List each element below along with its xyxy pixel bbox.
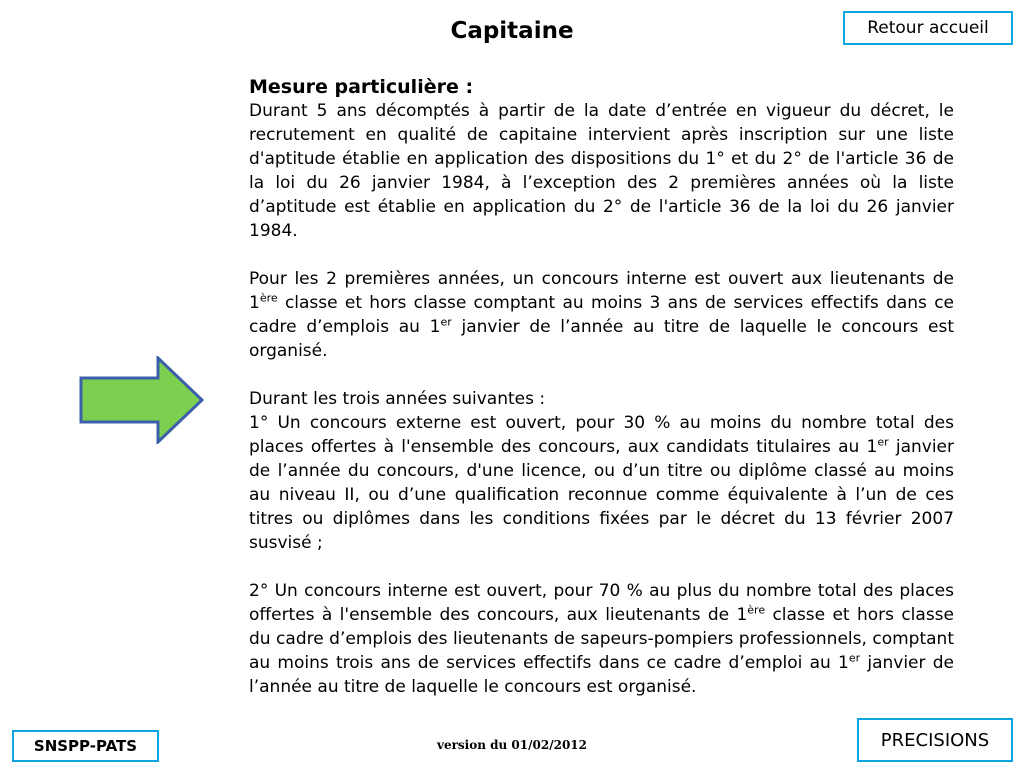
text-fragment: janvier de l’année au titre de laquelle le concours est organisé.: [249, 317, 954, 361]
text-fragment: janvier de l’année au titre de laquelle le concours est organisé.: [249, 653, 954, 697]
text-fragment: 1° Un concours externe est ouvert, pour 30 % au moins du nombre total des places offertes à l'ensemble des concours, aux candidats titulaires au 1: [249, 413, 954, 457]
page-title: Capitaine: [450, 18, 574, 44]
superscript: ère: [747, 603, 766, 617]
right-arrow-icon: [78, 356, 206, 444]
paragraph-concours-interne: [249, 579, 954, 699]
paragraph-concours-externe: [249, 411, 954, 555]
precisions-button[interactable]: PRECISIONS: [857, 718, 1013, 762]
superscript: er: [440, 315, 452, 329]
text-fragment: 2° Un concours interne est ouvert, pour 70 % au plus du nombre total des places offertes à l'ensemble des concours, aux lieutenants de 1: [249, 581, 954, 625]
superscript: er: [877, 435, 889, 449]
version-label: version du 01/02/2012: [436, 738, 587, 752]
text-fragment: janvier de l’année du concours, d'une licence, ou d’un titre ou diplôme classé au moins au niveau II, ou d’une qualification reconnue comme équivalente à l’un de ces titres ou diplômes dans les conditions fixées par le décret du 13 février 2007 susvisé ;: [249, 437, 954, 553]
superscript: ère: [259, 291, 278, 305]
section-heading: Mesure particulière :: [249, 76, 474, 98]
superscript: er: [848, 651, 861, 665]
paragraph-annees-suivantes: Durant les trois années suivantes :: [249, 389, 546, 409]
text-fragment: Pour les 2 premières années, un concours interne est ouvert aux lieutenants de 1: [249, 269, 954, 313]
paragraph-premieres-annees: [249, 267, 954, 363]
retour-accueil-button[interactable]: Retour accueil: [843, 11, 1013, 45]
main-content: [249, 75, 954, 699]
text-fragment: classe et hors classe du cadre d’emplois des lieutenants de sapeurs-pompiers professionnels, comptant au moins trois ans de services effectifs dans ce cadre d’emploi au 1: [249, 605, 954, 673]
snspp-pats-badge: SNSPP-PATS: [12, 730, 159, 762]
text-fragment: classe et hors classe comptant au moins 3 ans de services effectifs dans ce cadre d’emplois au 1: [249, 293, 954, 337]
paragraph-mesure: Durant 5 ans décomptés à partir de la date d’entrée en vigueur du décret, le recrutement en qualité de capitaine intervient après inscription sur une liste d'aptitude établie en application des dispositions du 1° et du 2° de l'article 36 de la loi du 26 janvier 1984, à l’exception des 2 premières années où la liste d’aptitude est établie en application du 2° de l'article 36 de la loi du 26 janvier 1984.: [249, 101, 954, 241]
